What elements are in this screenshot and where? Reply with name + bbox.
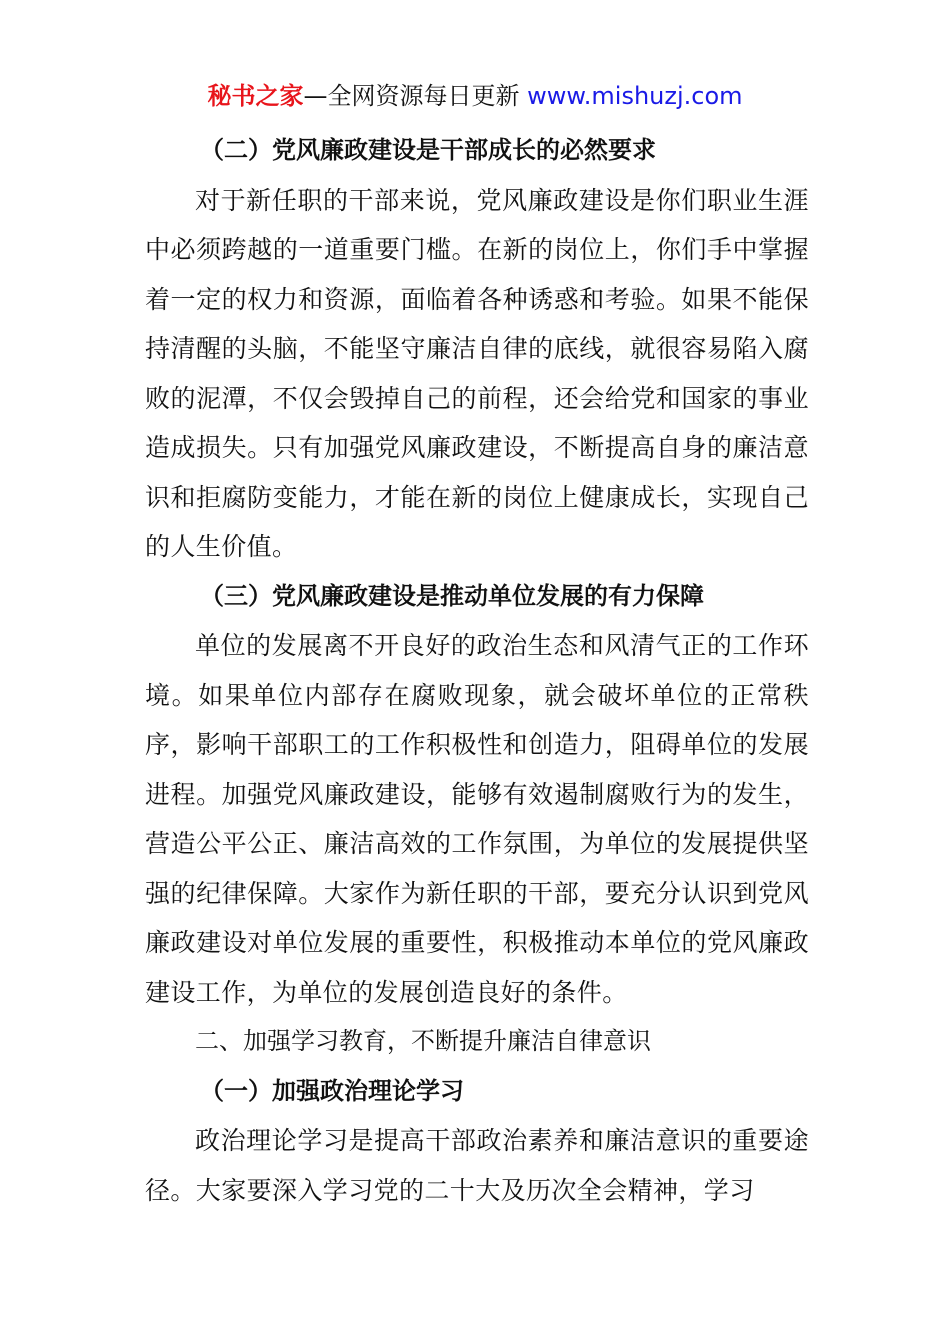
document-body xyxy=(145,126,809,1215)
section-heading-1: （一）加强政治理论学习 xyxy=(200,1076,464,1105)
site-url-link[interactable]: www.mishuzj.com xyxy=(527,82,743,110)
section-heading-3: （三）党风廉政建设是推动单位发展的有力保障 xyxy=(200,581,704,610)
body-paragraph: 对于新任职的干部来说，党风廉政建设是你们职业生涯中必须跨越的一道重要门槛。在新的岗位上，你们手中掌握着一定的权力和资源，面临着各种诱惑和考验。如果不能保持清醒的头脑，不能坚守廉洁自律的底线，就很容易陷入腐败的泥潭，不仅会毁掉自己的前程，还会给党和国家的事业造成损失。只有加强党风廉政建设，不断提高自身的廉洁意识和拒腐防变能力，才能在新的岗位上健康成长，实现自己的人生价值。 xyxy=(145,185,809,561)
section-heading-2: （二）党风廉政建设是干部成长的必然要求 xyxy=(200,136,656,164)
body-paragraph: 政治理论学习是提高干部政治素养和廉洁意识的重要途径。大家要深入学习党的二十大及历次全会精神，学习 xyxy=(145,1126,809,1205)
site-tagline: —全网资源每日更新 xyxy=(303,82,520,110)
chapter-heading-2: 二、加强学习教育，不断提升廉洁自律意识 xyxy=(195,1027,651,1055)
site-header xyxy=(0,80,950,112)
site-brand: 秘书之家 xyxy=(207,82,304,110)
body-paragraph: 单位的发展离不开良好的政治生态和风清气正的工作环境。如果单位内部存在腐败现象，就会破坏单位的正常秩序，影响干部职工的工作积极性和创造力，阻碍单位的发展进程。加强党风廉政建设，能够有效遏制腐败行为的发生，营造公平公正、廉洁高效的工作氛围，为单位的发展提供坚强的纪律保障。大家作为新任职的干部，要充分认识到党风廉政建设对单位发展的重要性，积极推动本单位的党风廉政建设工作，为单位的发展创造良好的条件。 xyxy=(145,631,809,1007)
